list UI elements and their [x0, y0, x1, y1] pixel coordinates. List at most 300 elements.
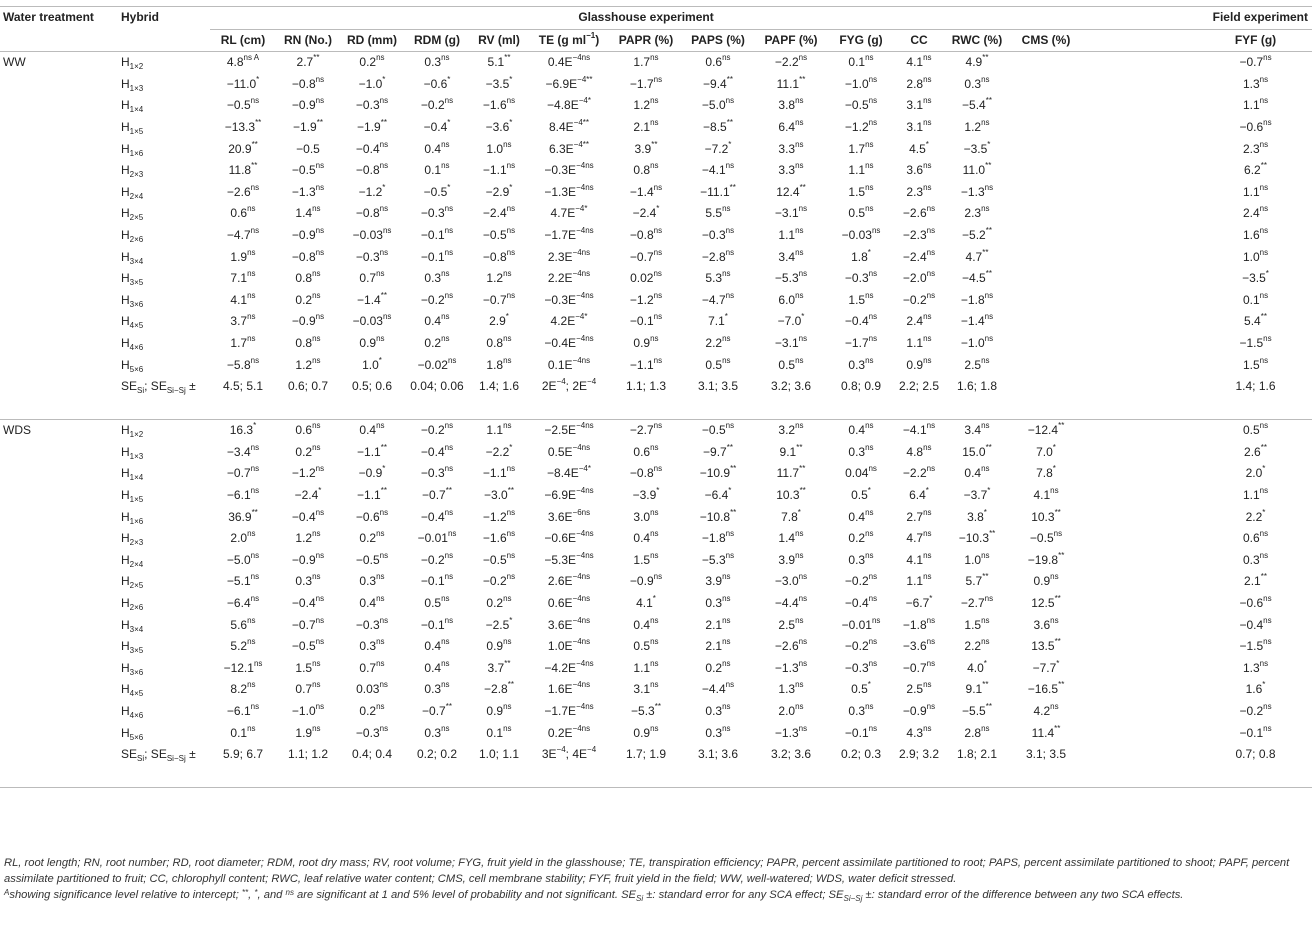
value-cell: $3.9^{ns}$ — [705, 572, 731, 589]
value-cell: $2.1^{ns}$ — [705, 637, 731, 654]
value-cell: $-0.3^{ns}$ — [701, 225, 735, 242]
column-header: PAPF (%) — [754, 29, 828, 52]
column-header: RWC (%) — [944, 29, 1010, 52]
table-row — [0, 247, 1312, 269]
value-cell: −1.9** — [293, 117, 323, 134]
value-cell: $-0.2^{ns}$ — [420, 550, 454, 567]
value-cell: $0.2E^{-4ns}$ — [547, 723, 591, 740]
value-cell: $0.4^{ns}$ — [848, 507, 874, 524]
value-cell: $0.9^{ns}$ — [633, 723, 659, 740]
value-cell: $-0.5^{ns}$ — [226, 96, 260, 113]
treatment-cell — [0, 311, 118, 333]
value-cell: $-1.0^{ns}$ — [960, 333, 994, 350]
value-cell: $0.4^{ns}$ — [359, 594, 385, 611]
value-cell: 1.0* — [362, 355, 382, 372]
value-cell: $-5.3E^{-4ns}$ — [544, 550, 594, 567]
value-cell: −16.5** — [1027, 680, 1065, 697]
value-cell: −0.4* — [423, 117, 451, 134]
block-separator — [0, 766, 1312, 788]
value-cell: $-0.03^{ns}$ — [352, 312, 392, 329]
value-cell: $-1.6^{ns}$ — [482, 529, 516, 546]
value-cell: $1.2^{ns}$ — [295, 355, 321, 372]
value-cell: $4.1^{ns}$ — [906, 53, 932, 70]
value-cell — [1010, 268, 1082, 290]
value-cell: 9.1** — [779, 442, 803, 459]
value-cell: $-0.6E^{-4ns}$ — [544, 529, 594, 546]
value-cell: $2.3^{ns}$ — [1242, 139, 1269, 156]
value-cell: 36.9** — [228, 507, 258, 524]
hybrid-cell: $H_{2\times 5}$ — [121, 574, 144, 591]
value-cell: $0.1^{ns}$ — [230, 723, 256, 740]
value-cell: $1.9^{ns}$ — [230, 247, 256, 264]
value-cell: $4.2E^{-4*}$ — [550, 312, 588, 329]
value-cell: $-1.8^{ns}$ — [960, 290, 994, 307]
value-cell: 3.7** — [487, 658, 511, 675]
value-cell: $-0.2^{ns}$ — [902, 290, 936, 307]
water-treatment-header: Water treatment — [0, 7, 118, 30]
value-cell: $-0.1^{ns}$ — [420, 572, 454, 589]
value-cell: $-0.2^{ns}$ — [1239, 702, 1272, 718]
value-cell: $0.1^{ns}$ — [424, 161, 450, 178]
treatment-cell — [0, 723, 118, 745]
value-cell: $0.4^{ns}$ — [633, 529, 659, 546]
value-cell: −5.2** — [962, 225, 992, 242]
value-cell: $-1.1^{ns}$ — [629, 355, 663, 372]
value-cell: −1.1** — [357, 486, 387, 503]
glasshouse-header: Glasshouse experiment — [210, 7, 1082, 30]
value-cell: −1.1** — [357, 442, 387, 459]
sca-effects-table — [0, 6, 1312, 788]
value-cell: $1.5^{ns}$ — [848, 182, 874, 199]
value-cell: −12.4** — [1027, 421, 1065, 438]
value-cell: −3.5* — [485, 74, 513, 91]
treatment-cell — [0, 290, 118, 312]
column-header: RN (No.) — [276, 29, 340, 52]
value-cell: 3.8* — [967, 507, 987, 524]
value-cell: $1.0^{ns}$ — [486, 139, 512, 156]
value-cell: 4.7** — [965, 247, 989, 264]
treatment-cell — [0, 550, 118, 572]
value-cell: $0.9^{ns}$ — [486, 637, 512, 654]
hybrid-cell: $H_{2\times 5}$ — [121, 206, 144, 223]
value-cell: −3.5* — [1242, 269, 1269, 286]
value-cell: $-0.6^{ns}$ — [1239, 117, 1272, 134]
value-cell: $-0.4^{ns}$ — [291, 594, 325, 611]
treatment-cell — [0, 507, 118, 529]
value-cell: $-2.2^{ns}$ — [902, 464, 936, 481]
treatment-cell — [0, 355, 118, 377]
hybrid-cell: $H_{4\times 6}$ — [121, 335, 144, 352]
value-cell: −1.2* — [358, 182, 386, 199]
value-cell: −8.5** — [703, 117, 733, 134]
hybrid-cell: $H_{1\times 2}$ — [121, 423, 144, 440]
value-cell: −11.1** — [700, 182, 736, 199]
value-cell: $1.3^{ns}$ — [1242, 658, 1269, 675]
value-cell: $-1.3^{ns}$ — [774, 658, 808, 675]
value-cell: $1.5^{ns}$ — [848, 290, 874, 307]
se-label: $SE_{Si}$; $SE_{Si-Sj}$ ± — [121, 379, 196, 396]
value-cell: −9.7** — [703, 442, 733, 459]
hybrid-cell: $H_{1\times 3}$ — [121, 444, 144, 461]
value-cell: $3.2^{ns}$ — [778, 421, 804, 438]
value-cell: $-2.7^{ns}$ — [629, 421, 663, 438]
value-cell: $0.3^{ns}$ — [848, 550, 874, 567]
value-cell: $-0.7^{ns}$ — [1239, 53, 1272, 70]
value-cell: 10.3** — [776, 486, 806, 503]
value-cell: $7.1^{ns}$ — [230, 269, 256, 286]
value-cell: $1.9^{ns}$ — [295, 723, 321, 740]
value-cell: −7.7* — [1032, 658, 1060, 675]
value-cell: $0.9^{ns}$ — [1033, 572, 1059, 589]
value-cell: $4.8^{ns A}$ — [226, 53, 260, 70]
se-value-cell: 2.2; 2.5 — [898, 379, 940, 394]
value-cell: $-0.1^{ns}$ — [1239, 723, 1272, 740]
value-cell: $-1.6^{ns}$ — [482, 96, 516, 113]
table-row — [0, 420, 1312, 442]
value-cell — [1010, 74, 1082, 96]
value-cell: $4.8^{ns}$ — [906, 442, 932, 459]
value-cell: $8.4E^{-4**}$ — [548, 117, 590, 134]
value-cell: $0.03^{ns}$ — [356, 680, 388, 697]
value-cell: −0.6* — [423, 74, 451, 91]
value-cell: $0.6^{ns}$ — [705, 53, 731, 70]
hybrid-cell: $H_{5\times 6}$ — [121, 357, 144, 374]
value-cell: $1.4^{ns}$ — [778, 529, 804, 546]
value-cell: $2.3^{ns}$ — [906, 182, 932, 199]
value-cell: $0.6E^{-4ns}$ — [547, 594, 591, 611]
hybrid-cell: $H_{3\times 5}$ — [121, 271, 144, 288]
value-cell: −2.2* — [485, 442, 513, 459]
table-row — [0, 550, 1312, 572]
table-footnotes — [4, 855, 1292, 903]
value-cell: −0.5* — [423, 182, 451, 199]
value-cell: $0.1^{ns}$ — [848, 53, 874, 70]
hybrid-cell: $H_{3\times 6}$ — [121, 660, 144, 677]
value-cell: $-3.6^{ns}$ — [902, 637, 936, 654]
value-cell: $-0.9^{ns}$ — [291, 96, 325, 113]
hybrid-cell: $H_{3\times 4}$ — [121, 617, 144, 634]
treatment-cell — [0, 679, 118, 701]
table-row — [0, 723, 1312, 745]
value-cell: $-0.8^{ns}$ — [291, 74, 325, 91]
value-cell: $0.2^{ns}$ — [295, 290, 321, 307]
table-row — [0, 290, 1312, 312]
hybrid-cell: $H_{5\times 6}$ — [121, 725, 144, 742]
value-cell: $-0.5^{ns}$ — [482, 225, 516, 242]
value-cell: $-0.4^{ns}$ — [291, 507, 325, 524]
value-cell: $-12.1^{ns}$ — [223, 658, 263, 675]
value-cell: 9.1** — [965, 680, 989, 697]
value-cell: $-0.2^{ns}$ — [420, 290, 454, 307]
value-cell: $-0.2^{ns}$ — [844, 572, 878, 589]
treatment-cell — [0, 95, 118, 117]
treatment-cell: WW — [3, 55, 26, 70]
value-cell: $0.2^{ns}$ — [359, 702, 385, 718]
value-cell: $-4.2E^{-4ns}$ — [544, 658, 594, 675]
value-cell: $0.4^{ns}$ — [424, 139, 450, 156]
value-cell: −3.5* — [963, 139, 991, 156]
value-cell: $3.3^{ns}$ — [778, 139, 804, 156]
value-cell: $-0.4^{ns}$ — [420, 442, 454, 459]
value-cell: $-0.3^{ns}$ — [355, 247, 389, 264]
value-cell: −3.0** — [484, 486, 514, 503]
value-cell: $0.5^{ns}$ — [778, 355, 804, 372]
hybrid-cell: $H_{1\times 3}$ — [121, 76, 144, 93]
table-row — [0, 117, 1312, 139]
value-cell: $0.2^{ns}$ — [295, 442, 321, 459]
value-cell: $0.3^{ns}$ — [964, 74, 990, 91]
value-cell: 10.3** — [1031, 507, 1061, 524]
table-row — [0, 485, 1312, 507]
value-cell: $0.4^{ns}$ — [848, 421, 874, 438]
value-cell: $-0.4^{ns}$ — [420, 507, 454, 524]
value-cell: $3.4^{ns}$ — [778, 247, 804, 264]
value-cell: $3.3^{ns}$ — [778, 161, 804, 178]
value-cell: $2.3^{ns}$ — [964, 204, 990, 221]
value-cell: $-0.2^{ns}$ — [844, 637, 878, 654]
value-cell: −0.7** — [422, 702, 452, 718]
value-cell: −2.4* — [632, 204, 660, 221]
value-cell: $-0.03^{ns}$ — [352, 225, 392, 242]
value-cell: $-5.0^{ns}$ — [226, 550, 260, 567]
value-cell: −2.8** — [484, 680, 514, 697]
value-cell: $3.6^{ns}$ — [1033, 615, 1059, 632]
header-row-1 — [0, 7, 1312, 30]
hybrid-cell: $H_{1\times 5}$ — [121, 488, 144, 505]
value-cell: $1.4^{ns}$ — [295, 204, 321, 221]
table-row — [0, 95, 1312, 117]
se-value-cell: 4.5; 5.1 — [222, 379, 264, 394]
footnote-abbreviations: RL, root length; RN, root number; RD, root diameter; RDM, root dry mass; RV, root volume; FYG, fruit yield in the glasshouse; TE, transpiration efficiency; PAPR, percent assimilate partitioned to root; PAPS, percent assimilate partitioned to shoot; PAPF, percent assimilate partitioned to fruit; CC, chlorophyll content; RWC, leaf relative water content; CMS, cell membrane stability; FYF, fruit yield in the field; WW, well-watered; WDS, water deficit stressed. — [4, 857, 1290, 885]
value-cell: $-0.1^{ns}$ — [420, 225, 454, 242]
value-cell: $4.7E^{-4*}$ — [550, 204, 588, 221]
value-cell: −5.4** — [962, 96, 992, 113]
value-cell: $0.2^{ns}$ — [359, 529, 385, 546]
value-cell: $0.3^{ns}$ — [1242, 550, 1269, 567]
se-value-cell: 3.2; 3.6 — [770, 747, 812, 762]
treatment-cell — [0, 528, 118, 550]
table-row — [0, 463, 1312, 485]
value-cell: $2.2^{ns}$ — [705, 333, 731, 350]
hybrid-cell: $H_{3\times 5}$ — [121, 639, 144, 656]
column-header: TE (g $ml^{-1}$) — [528, 29, 610, 52]
value-cell: $1.7^{ns}$ — [230, 333, 256, 350]
value-cell — [1010, 139, 1082, 161]
column-header: PAPR (%) — [610, 29, 682, 52]
value-cell: 5.1** — [487, 53, 511, 70]
column-header: RDM (g) — [404, 29, 470, 52]
value-cell: $2.8^{ns}$ — [964, 723, 990, 740]
table-row — [0, 355, 1312, 377]
value-cell: $-0.4E^{-4ns}$ — [544, 333, 594, 350]
value-cell: $-0.6^{ns}$ — [355, 507, 389, 524]
value-cell: $-1.3^{ns}$ — [960, 182, 994, 199]
value-cell: −3.7* — [963, 486, 991, 503]
value-cell: $-0.7^{ns}$ — [291, 615, 325, 632]
value-cell: $-0.4^{ns}$ — [355, 139, 389, 156]
treatment-cell — [0, 225, 118, 247]
value-cell: $-0.8^{ns}$ — [482, 247, 516, 264]
value-cell: $1.1^{ns}$ — [633, 658, 659, 675]
value-cell: $0.4^{ns}$ — [964, 464, 990, 481]
value-cell: $-6.9E^{-4**}$ — [545, 74, 593, 91]
value-cell: $1.1^{ns}$ — [848, 161, 874, 178]
value-cell: $0.9^{ns}$ — [906, 355, 932, 372]
value-cell: $-0.3^{ns}$ — [355, 723, 389, 740]
value-cell: $0.3^{ns}$ — [848, 355, 874, 372]
value-cell: $-1.1^{ns}$ — [482, 161, 516, 178]
se-value-cell: 5.9; 6.7 — [222, 747, 264, 762]
value-cell: $1.6^{ns}$ — [1242, 225, 1269, 242]
value-cell: −9.4** — [703, 74, 733, 91]
value-cell: $1.1^{ns}$ — [1242, 182, 1269, 199]
value-cell: −3.9* — [632, 486, 660, 503]
value-cell: $0.8^{ns}$ — [486, 333, 512, 350]
value-cell: $-0.3^{ns}$ — [355, 96, 389, 113]
value-cell: $1.0E^{-4ns}$ — [547, 637, 591, 654]
treatment-cell — [0, 247, 118, 269]
value-cell: $1.2^{ns}$ — [295, 529, 321, 546]
value-cell: $1.2^{ns}$ — [964, 117, 990, 134]
value-cell: $-3.4^{ns}$ — [226, 442, 260, 459]
se-value-cell: 1.1; 1.3 — [625, 379, 667, 394]
value-cell: $-1.3^{ns}$ — [774, 723, 808, 740]
table-row — [0, 571, 1312, 593]
value-cell: $0.8^{ns}$ — [295, 333, 321, 350]
table-row — [0, 528, 1312, 550]
table-row — [0, 333, 1312, 355]
value-cell: −0.9* — [358, 464, 386, 481]
value-cell: −6.4* — [704, 486, 732, 503]
value-cell: $4.7^{ns}$ — [906, 529, 932, 546]
value-cell: $0.5E^{-4ns}$ — [547, 442, 591, 459]
table-row — [0, 507, 1312, 529]
value-cell: $2.1^{ns}$ — [705, 615, 731, 632]
table-row — [0, 593, 1312, 615]
table-row — [0, 658, 1312, 680]
value-cell: $0.3^{ns}$ — [705, 723, 731, 740]
se-row — [0, 376, 1312, 398]
value-cell: $0.4E^{-4ns}$ — [547, 53, 591, 70]
value-cell: $0.2^{ns}$ — [848, 529, 874, 546]
value-cell: −3.6* — [485, 117, 513, 134]
value-cell: $2.3E^{-4ns}$ — [547, 247, 591, 264]
value-cell: $1.0^{ns}$ — [964, 550, 990, 567]
value-cell: $-1.7^{ns}$ — [844, 333, 878, 350]
value-cell: $1.6E^{-4ns}$ — [547, 680, 591, 697]
value-cell: $1.1^{ns}$ — [486, 421, 512, 438]
value-cell: $-1.2^{ns}$ — [629, 290, 663, 307]
table-row — [0, 679, 1312, 701]
value-cell — [1010, 225, 1082, 247]
treatment-cell — [0, 485, 118, 507]
value-cell: $2.5^{ns}$ — [964, 355, 990, 372]
value-cell: $2.6E^{-4ns}$ — [547, 572, 591, 589]
value-cell: $0.8^{ns}$ — [295, 269, 321, 286]
value-cell: $0.1^{ns}$ — [486, 723, 512, 740]
value-cell: $1.3^{ns}$ — [778, 680, 804, 697]
value-cell: $-4.1^{ns}$ — [701, 161, 735, 178]
value-cell: −7.2* — [704, 139, 732, 156]
value-cell: $-0.1^{ns}$ — [844, 723, 878, 740]
hybrid-cell: $H_{4\times 5}$ — [121, 682, 144, 699]
value-cell: $3.6E^{-6ns}$ — [547, 507, 591, 524]
column-header: CMS (%) — [1010, 29, 1082, 52]
value-cell: $2.4^{ns}$ — [1242, 204, 1269, 221]
value-cell: $1.7^{ns}$ — [633, 53, 659, 70]
value-cell: $-0.1^{ns}$ — [420, 615, 454, 632]
table-body — [0, 52, 1312, 788]
hybrid-cell: $H_{2\times 4}$ — [121, 552, 144, 569]
value-cell: 16.3* — [229, 421, 257, 438]
value-cell: 7.1* — [708, 312, 728, 329]
treatment-cell — [0, 160, 118, 182]
value-cell: $3.6E^{-4ns}$ — [547, 615, 591, 632]
se-value-cell: 1.4; 1.6 — [1235, 379, 1276, 394]
value-cell: −19.8** — [1027, 550, 1065, 567]
hybrid-cell: $H_{1\times 6}$ — [121, 509, 144, 526]
value-cell: −6.7* — [905, 594, 933, 611]
value-cell: 11.4** — [1031, 723, 1061, 740]
value-cell: $2.2E^{-4ns}$ — [547, 269, 591, 286]
value-cell: 4.9** — [965, 53, 989, 70]
se-value-cell: 1.8; 2.1 — [956, 747, 998, 762]
value-cell: $-2.0^{ns}$ — [902, 269, 936, 286]
hybrid-cell: $H_{4\times 6}$ — [121, 704, 144, 720]
value-cell: $0.5^{ns}$ — [633, 637, 659, 654]
value-cell: 5.4** — [1244, 312, 1267, 329]
value-cell: $1.1^{ns}$ — [906, 333, 932, 350]
se-value-cell: $2E^{-4}$; $2E^{-4}$ — [541, 377, 597, 394]
value-cell: −7.0* — [777, 312, 805, 329]
value-cell: −2.9* — [485, 182, 513, 199]
value-cell: $0.8^{ns}$ — [633, 161, 659, 178]
value-cell: $-1.5^{ns}$ — [1239, 333, 1272, 350]
value-cell: $0.4^{ns}$ — [424, 658, 450, 675]
value-cell: 2.9* — [489, 312, 509, 329]
hybrid-cell: $H_{2\times 6}$ — [121, 227, 144, 244]
value-cell: $-2.5E^{-4ns}$ — [544, 421, 594, 438]
table-row — [0, 442, 1312, 464]
value-cell: $-0.2^{ns}$ — [420, 421, 454, 438]
value-cell: 20.9** — [228, 139, 258, 156]
value-cell: $-0.5^{ns}$ — [1029, 529, 1063, 546]
treatment-cell — [0, 442, 118, 464]
value-cell: $0.5^{ns}$ — [705, 355, 731, 372]
value-cell: −10.8** — [699, 507, 737, 524]
value-cell: $0.3^{ns}$ — [705, 702, 731, 718]
treatment-cell: WDS — [3, 423, 31, 438]
value-cell: $2.7^{ns}$ — [906, 507, 932, 524]
value-cell: $0.3^{ns}$ — [848, 702, 874, 718]
value-cell: $-2.4^{ns}$ — [482, 204, 516, 221]
value-cell: $0.3^{ns}$ — [424, 269, 450, 286]
se-value-cell: 1.7; 1.9 — [625, 747, 667, 762]
se-value-cell: 1.1; 1.2 — [287, 747, 329, 762]
value-cell: $-0.4^{ns}$ — [1239, 615, 1272, 632]
value-cell: −2.4* — [294, 486, 322, 503]
value-cell: 7.8* — [1036, 464, 1056, 481]
treatment-cell — [0, 701, 118, 723]
value-cell: $0.3^{ns}$ — [424, 680, 450, 697]
value-cell — [1010, 311, 1082, 333]
se-value-cell: 0.5; 0.6 — [351, 379, 393, 394]
value-cell: $2.5^{ns}$ — [906, 680, 932, 697]
value-cell: $-3.0^{ns}$ — [774, 572, 808, 589]
value-cell: 5.7** — [965, 572, 989, 589]
value-cell: $0.6^{ns}$ — [1242, 529, 1269, 546]
value-cell: $-4.7^{ns}$ — [226, 225, 260, 242]
